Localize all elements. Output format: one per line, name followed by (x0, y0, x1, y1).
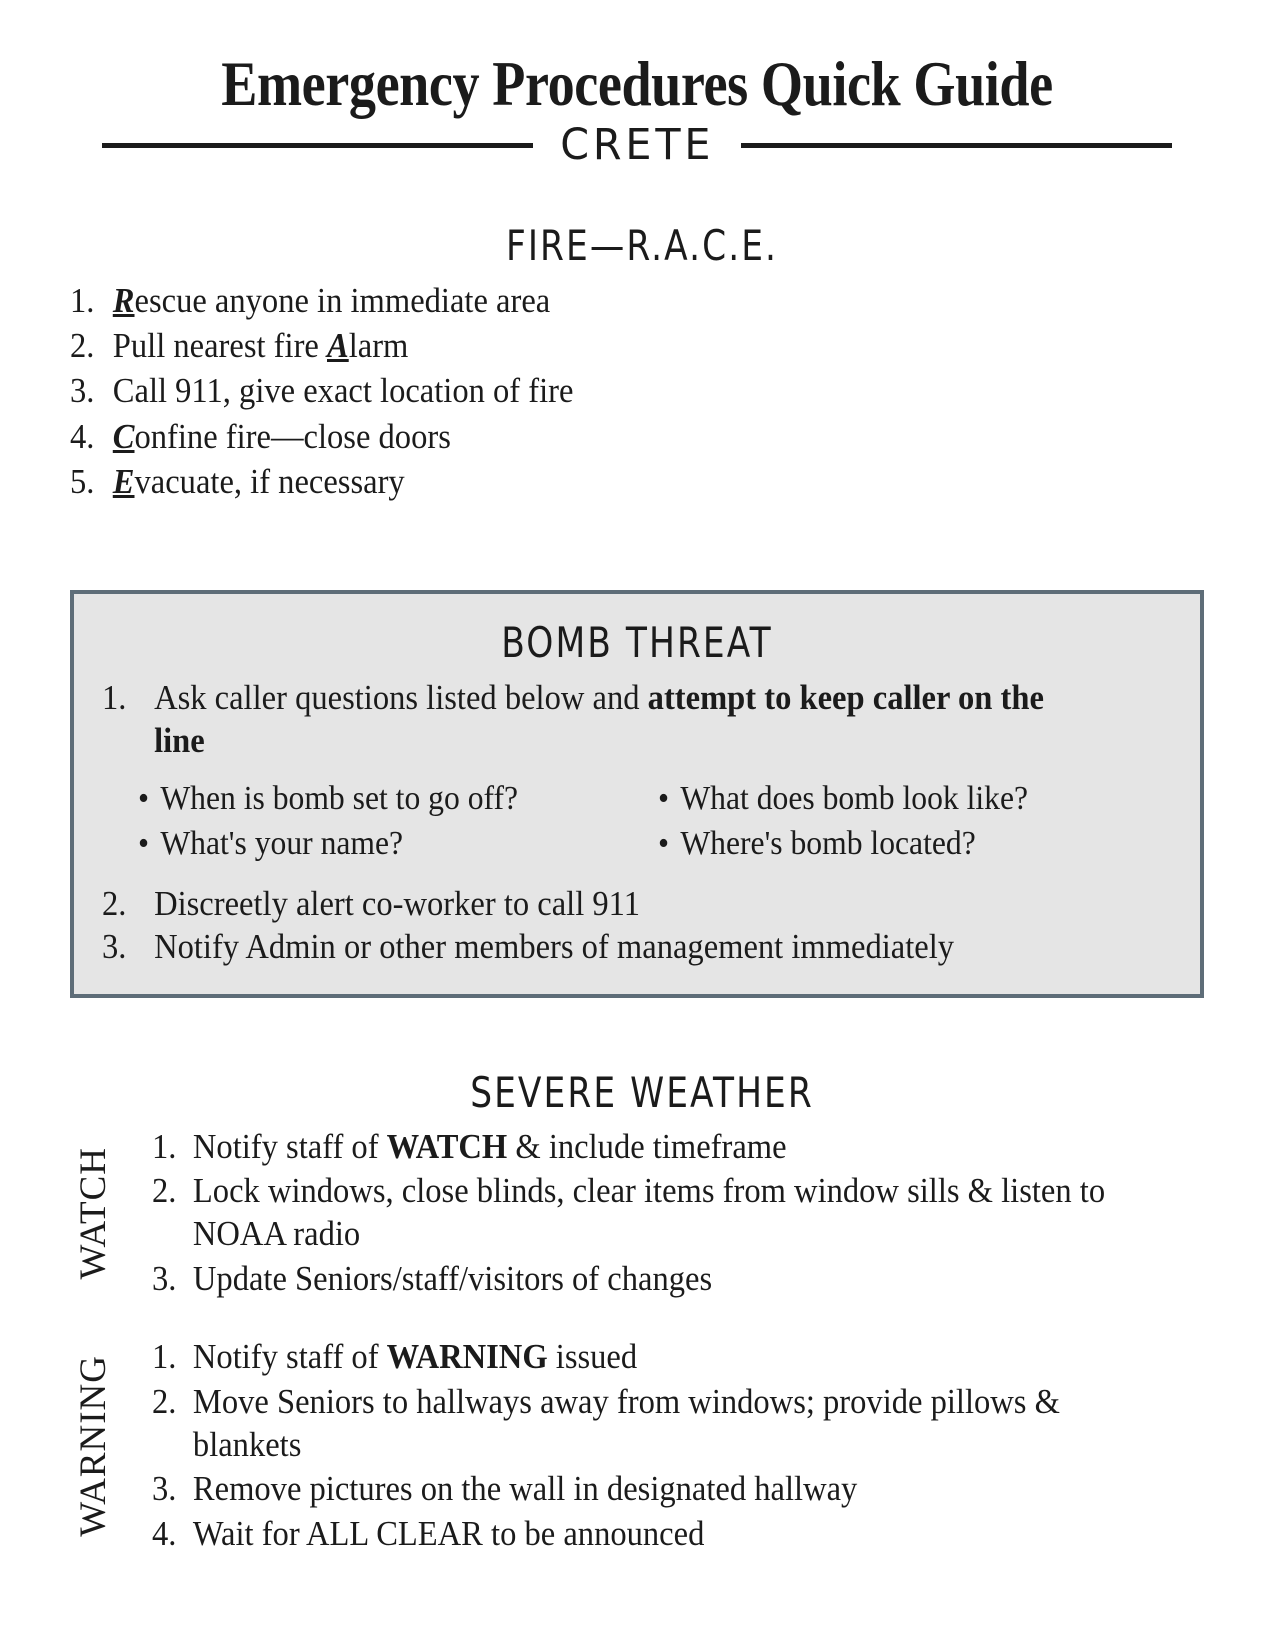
question-item (658, 777, 1136, 821)
list-item-bold: WARNING (386, 1337, 548, 1377)
warning-group (60, 1335, 1224, 1556)
list-item-text: Notify Admin or other members of management immediately (154, 927, 955, 967)
list-marker: 3. (152, 1258, 177, 1298)
list-item (152, 1335, 1149, 1378)
rule-right (741, 143, 1172, 148)
list-item-prefix: Notify staff of (192, 1337, 387, 1377)
list-item (102, 676, 1097, 763)
watch-side-label (60, 1125, 126, 1302)
watch-label-text: WATCH (72, 1146, 114, 1280)
list-item (152, 1467, 1149, 1510)
list-item-text: Update Seniors/staff/visitors of changes (192, 1258, 713, 1298)
list-marker: 5. (70, 462, 95, 502)
list-item-prefix: Ask caller questions listed below and (154, 677, 648, 717)
list-marker: 1. (152, 1126, 177, 1166)
list-item-text: Move Seniors to hallways away from windows; provide pillows & blankets (192, 1381, 1060, 1464)
list-item (70, 369, 1134, 412)
list-item-text (113, 460, 1134, 503)
bomb-threat-heading: BOMB THREAT (501, 617, 773, 667)
facility-name: CRETE (559, 119, 715, 170)
question-text: Where's bomb located? (680, 825, 976, 863)
list-item-text: Remove pictures on the wall in designated hallway (192, 1469, 858, 1509)
watch-group (60, 1125, 1224, 1302)
list-item-text: Lock windows, close blinds, clear items from window sills & listen to NOAA radio (192, 1171, 1106, 1254)
bomb-threat-section (70, 590, 1204, 999)
list-item (152, 1512, 1149, 1555)
list-marker: 2. (152, 1171, 177, 1211)
list-item (102, 925, 1097, 968)
page-title: Emergency Procedures Quick Guide (221, 49, 1053, 119)
question-text: What does bomb look like? (680, 779, 1029, 817)
severe-weather-section (0, 1070, 1274, 1556)
list-marker: 1. (152, 1337, 177, 1377)
list-item (70, 324, 1134, 367)
list-item-prefix: Pull nearest fire (112, 326, 327, 366)
question-item (138, 822, 622, 866)
list-item-rest: larm (348, 326, 409, 366)
fire-list (70, 279, 1214, 504)
list-item (152, 1125, 1149, 1168)
list-item-text: Discreetly alert co-worker to call 911 (154, 883, 641, 923)
list-item-rest: vacuate, if necessary (134, 462, 405, 502)
list-marker: 2. (152, 1381, 177, 1421)
list-marker: 1. (102, 677, 127, 717)
list-item (152, 1380, 1149, 1467)
bomb-threat-questions (102, 777, 1172, 866)
bomb-threat-list-secondary (102, 882, 1172, 969)
warning-list (126, 1335, 1224, 1556)
bomb-threat-list-primary (102, 676, 1172, 763)
list-item-text (154, 676, 1097, 763)
warning-side-label (60, 1335, 126, 1556)
watch-list (126, 1125, 1224, 1302)
masthead (0, 0, 1274, 170)
list-item-text (113, 415, 1134, 458)
list-marker: 2. (70, 326, 95, 366)
list-item-text (193, 1335, 1149, 1378)
question-item (658, 822, 1136, 866)
list-marker: 1. (70, 280, 95, 320)
list-item-bold: attempt to keep caller on the line (154, 677, 1044, 761)
bullet-icon: • (658, 779, 670, 817)
question-item (138, 777, 622, 821)
race-letter-r: R (112, 280, 135, 320)
list-item-suffix: & include timeframe (507, 1126, 787, 1166)
rule-left (102, 143, 533, 148)
list-marker: 4. (152, 1513, 177, 1553)
facility-banner (102, 119, 1172, 170)
list-item-bold: WATCH (386, 1126, 508, 1166)
list-item-text (113, 324, 1134, 367)
question-text: When is bomb set to go off? (160, 779, 519, 817)
list-item-text: Wait for ALL CLEAR to be announced (192, 1513, 705, 1553)
list-item (70, 415, 1134, 458)
list-item-rest: onfine fire—close doors (134, 416, 451, 456)
list-marker: 4. (70, 416, 95, 456)
bullet-icon: • (658, 825, 670, 863)
severe-weather-heading: SEVERE WEATHER (470, 1068, 814, 1118)
list-item-suffix: issued (547, 1337, 638, 1377)
list-item-text (113, 279, 1134, 322)
list-item-rest: escue anyone in immediate area (134, 280, 551, 320)
list-marker: 2. (102, 883, 127, 923)
race-letter-c: C (112, 416, 135, 456)
list-item-text (193, 1125, 1149, 1168)
list-marker: 3. (102, 927, 127, 967)
fire-heading: FIRE—R.A.C.E. (505, 220, 779, 270)
list-item (152, 1169, 1149, 1256)
list-item (152, 1257, 1149, 1300)
list-marker: 3. (152, 1469, 177, 1509)
question-text: What's your name? (160, 825, 404, 863)
list-marker: 3. (70, 371, 95, 411)
list-item (70, 460, 1134, 503)
list-item (102, 882, 1097, 925)
bullet-icon: • (138, 779, 150, 817)
list-item-prefix: Notify staff of (192, 1126, 387, 1166)
race-letter-e: E (112, 462, 135, 502)
warning-label-text: WARNING (72, 1354, 114, 1537)
race-letter-a: A (326, 326, 349, 366)
list-item (70, 279, 1134, 322)
fire-section (0, 220, 1274, 504)
bullet-icon: • (138, 825, 150, 863)
list-item-text: Call 911, give exact location of fire (112, 371, 574, 411)
